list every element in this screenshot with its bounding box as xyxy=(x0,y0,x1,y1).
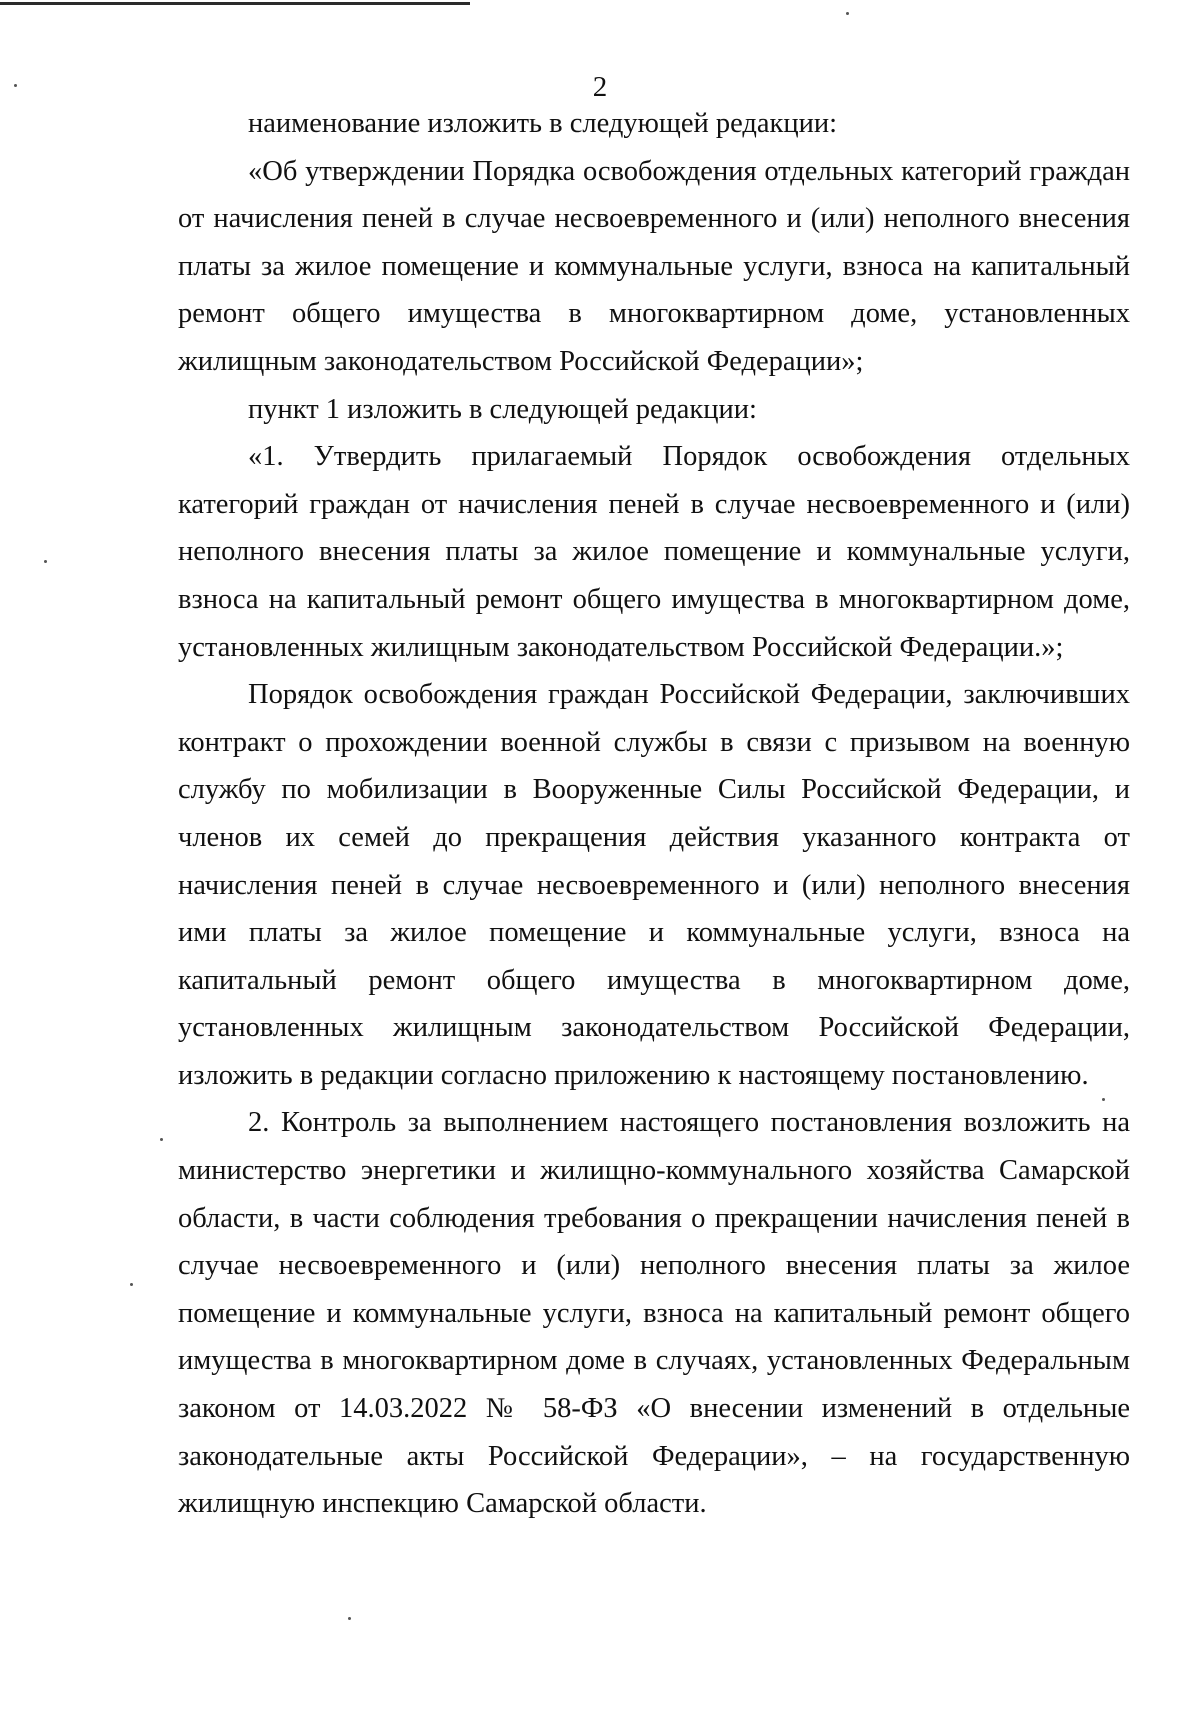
paragraph-procedure-amendment: Порядок освобождения граждан Российской Федерации, заключивших контракт о прохождении военной службы в связи с призывом на военную службу по мобилизации в Вооруженные Силы Российской Федерации, и членов их семей до прекращения действия указанного контракта от начисления пеней в случае несвоевременного и (или) неполного внесения ими платы за жилое помещение и коммунальные услуги, взноса на капитальный ремонт общего имущества в многоквартирном доме, установленных жилищным законодательством Российской Федерации, изложить в редакции согласно приложению к настоящему постановлению. xyxy=(178,679,1130,1091)
scan-speck xyxy=(44,560,47,563)
scan-speck xyxy=(130,1283,133,1286)
page-number: 2 xyxy=(592,71,608,103)
scan-speck xyxy=(1102,1098,1105,1101)
scan-speck xyxy=(846,12,849,15)
scan-speck xyxy=(14,84,17,87)
paragraph-title-amendment-intro: наименование изложить в следующей редакции: xyxy=(248,108,838,139)
paragraph-new-item1: «1. Утвердить прилагаемый Порядок освобождения отдельных категорий граждан от начисления пеней в случае несвоевременного и (или) неполного внесения платы за жилое помещение и коммунальные услуги, взноса на капитальный ремонт общего имущества в многоквартирном доме, установленных жилищным законодательством Российской Федерации.»; xyxy=(178,441,1130,663)
paragraph-item1-amendment-intro: пункт 1 изложить в следующей редакции: xyxy=(248,393,757,425)
paragraph-control-clause: 2. Контроль за выполнением настоящего постановления возложить на министерство энергетики и жилищно-коммунального хозяйства Самарской области, в части соблюдения требования о прекращении начисления пеней в случае несвоевременного и (или) неполного внесения платы за жилое помещение и коммунальные услуги, взноса на капитальный ремонт общего имущества в многоквартирном доме в случаях, установленных Федеральным законом от 14.03.2022 № 58-ФЗ «О внесении изменений в отдельные законодательные акты Российской Федерации», – на государственную жилищную инспекцию Самарской области. xyxy=(178,1107,1130,1520)
paragraph-new-title: «Об утверждении Порядка освобождения отдельных категорий граждан от начисления пеней в случае несвоевременного и (или) неполного внесения платы за жилое помещение и коммунальные услуги, взноса на капитальный ремонт общего имущества в многоквартирном доме, установленных жилищным законодательством Российской Федерации»; xyxy=(178,155,1130,377)
scan-speck xyxy=(348,1617,351,1620)
scan-edge-line xyxy=(0,2,470,5)
scan-speck xyxy=(160,1138,163,1141)
document-body xyxy=(178,100,1130,1528)
